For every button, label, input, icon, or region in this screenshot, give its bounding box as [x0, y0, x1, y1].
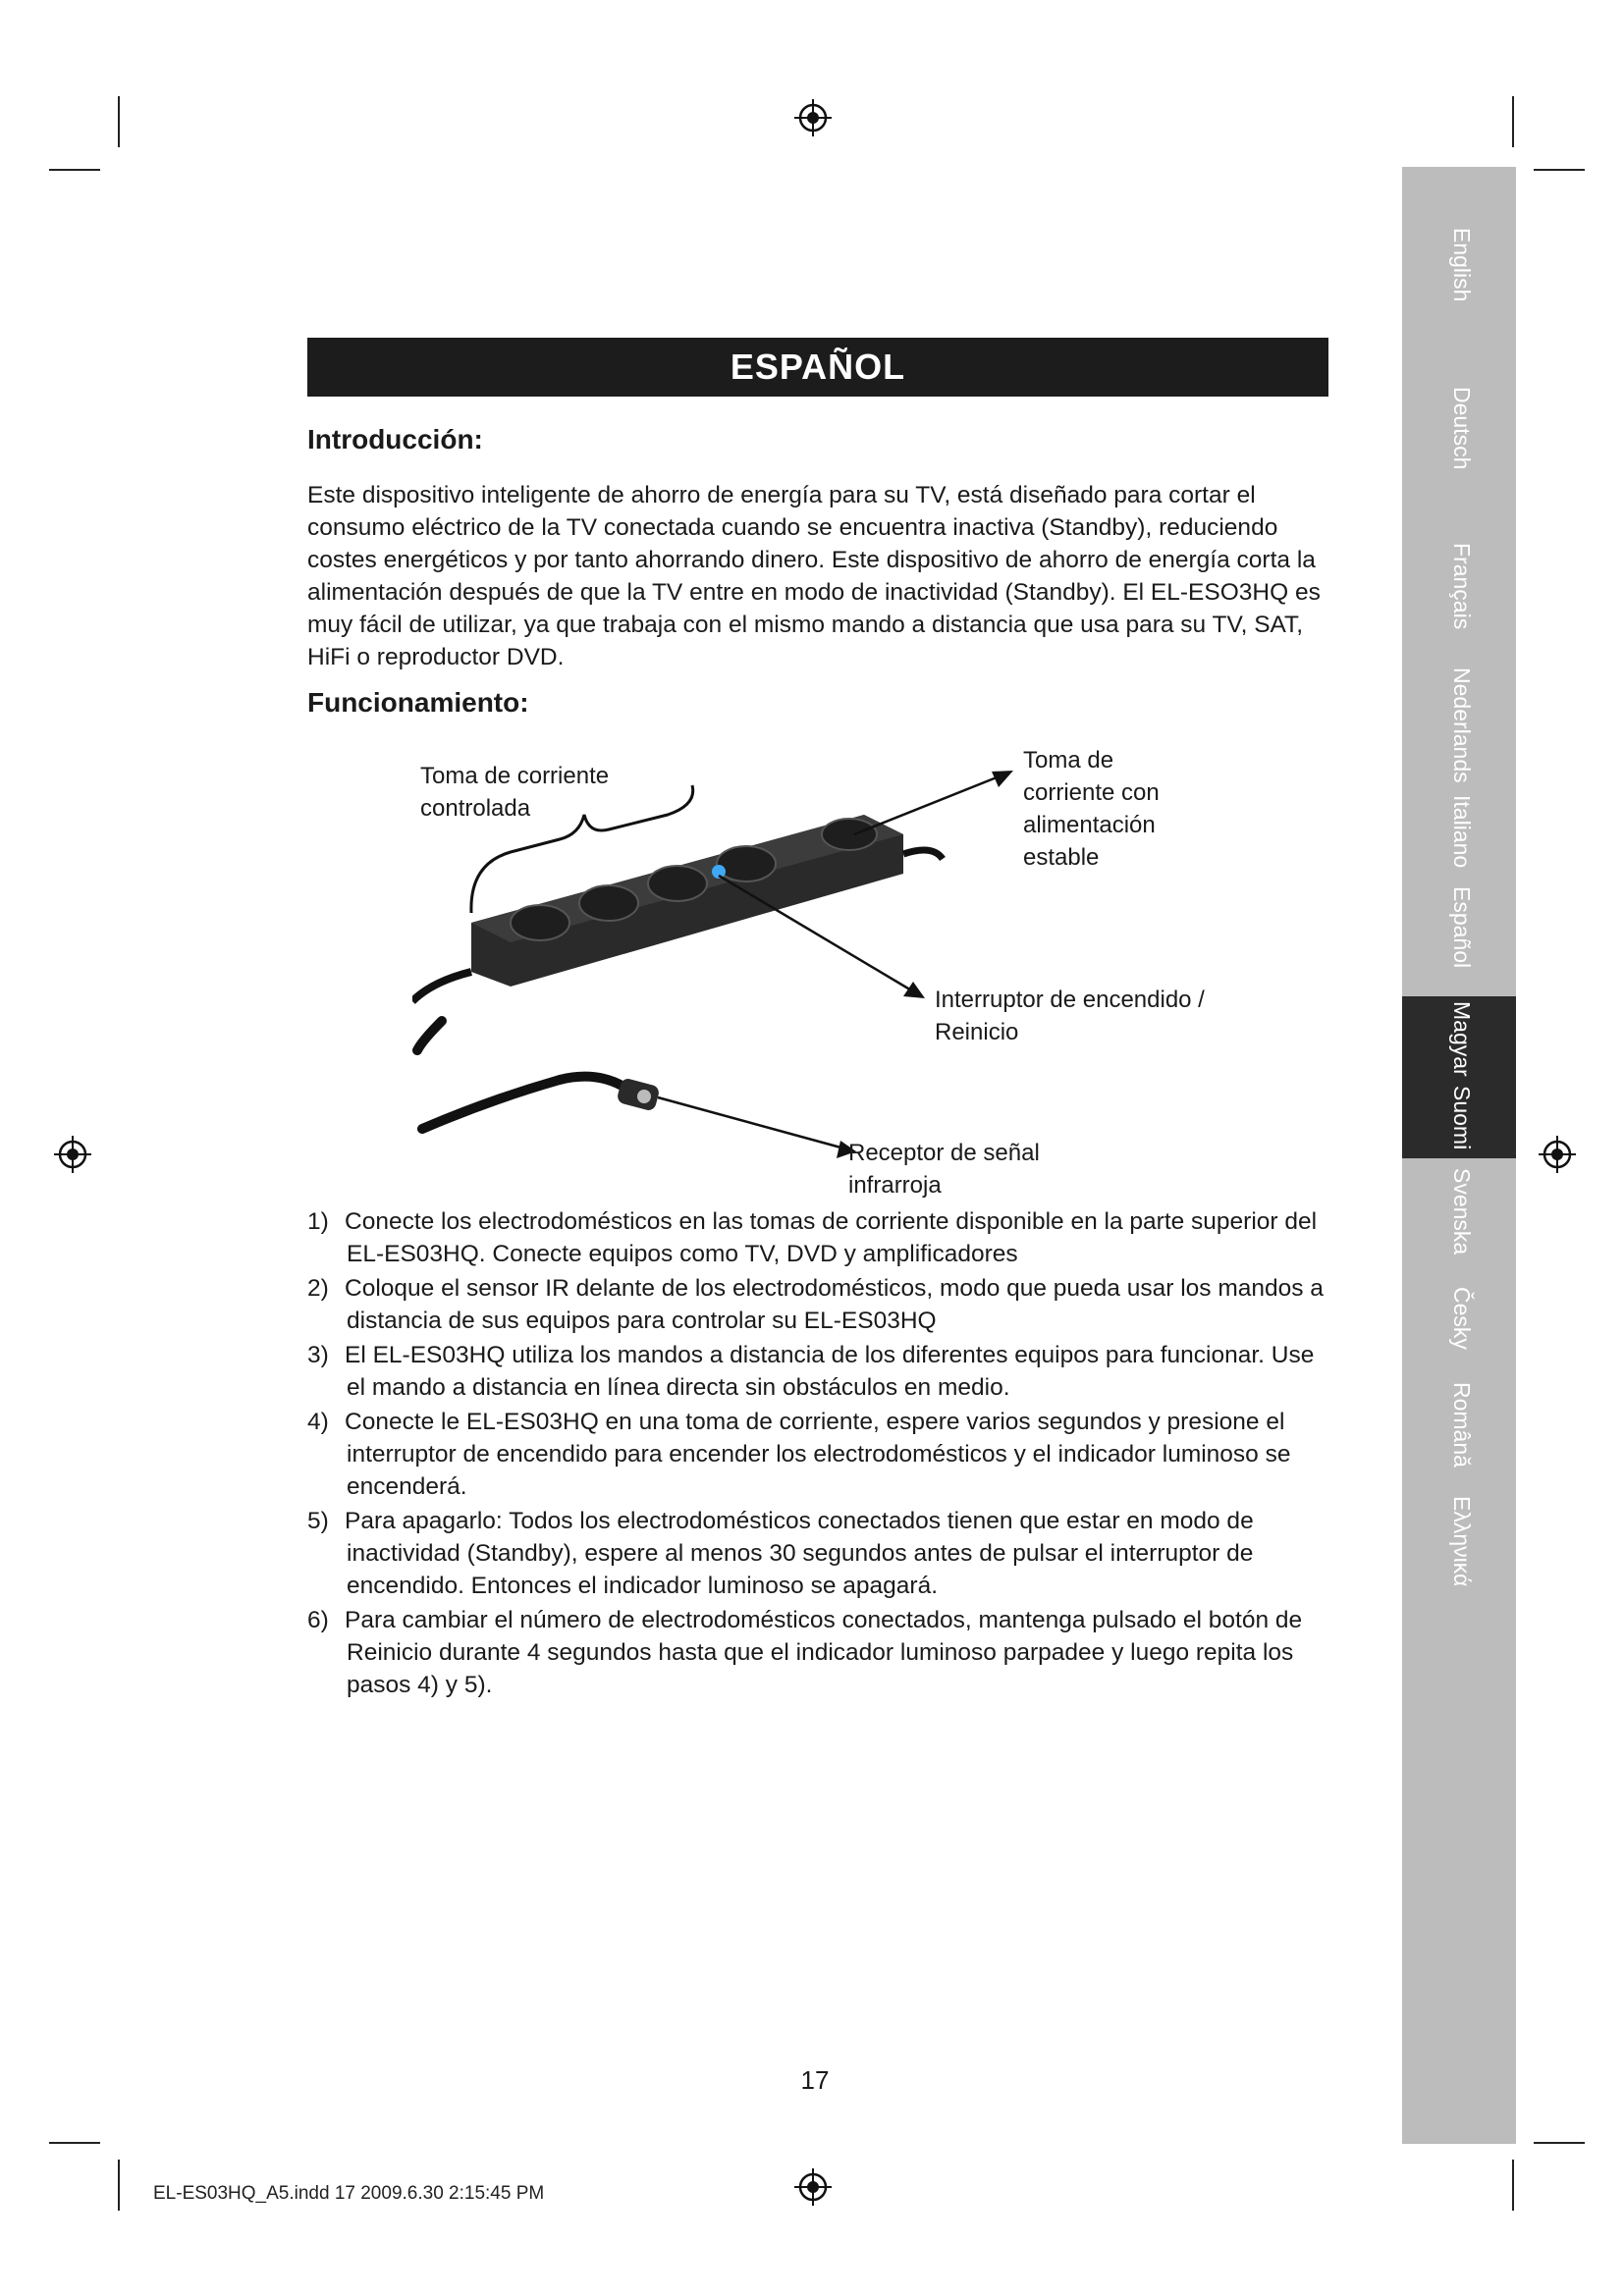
- intro-heading: Introducción:: [307, 424, 483, 454]
- crop-mark: [1534, 2142, 1585, 2144]
- list-item: 1) Conecte los electrodomésticos en las tomas de corriente disponible en la parte superior del EL-ES03HQ. Conecte equipos como TV, DVD y amplificadores: [307, 1208, 1318, 1267]
- language-tab[interactable]: Česky: [1449, 1287, 1475, 1350]
- crop-mark: [49, 169, 100, 171]
- print-slug: EL-ES03HQ_A5.indd 17 2009.6.30 2:15:45 PM: [153, 2183, 545, 2204]
- language-tab[interactable]: Italiano: [1449, 795, 1475, 869]
- registration-mark-icon: [1538, 1135, 1577, 1174]
- language-tab[interactable]: Nederlands: [1449, 667, 1475, 783]
- label-ir-receiver: Receptor de señal infrarroja: [848, 1140, 1040, 1199]
- language-tab[interactable]: Suomi: [1449, 1086, 1475, 1150]
- crop-mark: [1512, 96, 1514, 147]
- registration-mark-icon: [793, 2167, 833, 2207]
- crop-mark: [118, 96, 120, 147]
- language-tab[interactable]: English: [1449, 228, 1475, 302]
- crop-mark: [118, 2160, 120, 2211]
- list-item: 6) Para cambiar el número de electrodomésticos conectados, mantenga pulsado el botón de Reinicio durante 4 segundos hasta que el indicador luminoso parpadee y luego repita los pasos 4) y 5).: [307, 1607, 1303, 1698]
- label-power-switch: Interruptor de encendido / Reinicio: [935, 987, 1205, 1045]
- list-item: 5) Para apagarlo: Todos los electrodomésticos conectados tienen que estar en modo de inactividad (Standby), espere al menos 30 segundos antes de pulsar el interruptor de encendido. Entonces el indicador luminoso se apagará.: [307, 1508, 1254, 1599]
- crop-mark: [1512, 2160, 1514, 2211]
- steps-list: [307, 1205, 1338, 1703]
- crop-mark: [1534, 169, 1585, 171]
- intro-paragraph: Este dispositivo inteligente de ahorro de energía para su TV, está diseñado para cortar el consumo eléctrico de la TV conectada cuando se encuentra inactiva (Standby), reduciendo costes energéticos y por tanto ahorrando dinero. Este dispositivo de ahorro de energía corta la alimentación después de que la TV entre en modo de inactividad (Standby). El EL-ESO3HQ es muy fácil de utilizar, ya que trabaja con el mismo mando a distancia que usa para su TV, SAT, HiFi o reproductor DVD.: [307, 482, 1321, 670]
- label-stable-socket: Toma de corriente con alimentación estable: [1023, 747, 1160, 871]
- language-tab-active[interactable]: Magyar: [1449, 1001, 1475, 1077]
- language-tab[interactable]: Română: [1449, 1382, 1475, 1468]
- language-tab[interactable]: Español: [1449, 886, 1475, 969]
- power-strip-figure: [412, 726, 1316, 1198]
- language-tab[interactable]: Svenska: [1449, 1168, 1475, 1255]
- label-controlled-socket: Toma de corriente controlada: [420, 763, 610, 822]
- list-item: 2) Coloque el sensor IR delante de los electrodomésticos, modo que pueda usar los mandos a distancia de sus equipos para controlar su EL-ES03HQ: [307, 1275, 1324, 1334]
- crop-mark: [49, 2142, 100, 2144]
- language-tab[interactable]: Ελληνικά: [1449, 1496, 1475, 1587]
- registration-mark-icon: [793, 98, 833, 137]
- page-number: 17: [800, 2065, 830, 2095]
- registration-mark-icon: [53, 1135, 92, 1174]
- language-tab[interactable]: Deutsch: [1449, 387, 1475, 470]
- operation-heading: Funcionamiento:: [307, 687, 529, 718]
- language-tab[interactable]: Français: [1449, 543, 1475, 630]
- list-item: 3) El EL-ES03HQ utiliza los mandos a distancia de los diferentes equipos para funcionar. Use el mando a distancia en línea directa sin obstáculos en medio.: [307, 1342, 1315, 1401]
- list-item: 4) Conecte le EL-ES03HQ en una toma de corriente, espere varios segundos y presione el interruptor de encendido para encender los electrodomésticos y el indicador luminoso se encenderá.: [307, 1409, 1291, 1500]
- page-title: ESPAÑOL: [307, 338, 1328, 397]
